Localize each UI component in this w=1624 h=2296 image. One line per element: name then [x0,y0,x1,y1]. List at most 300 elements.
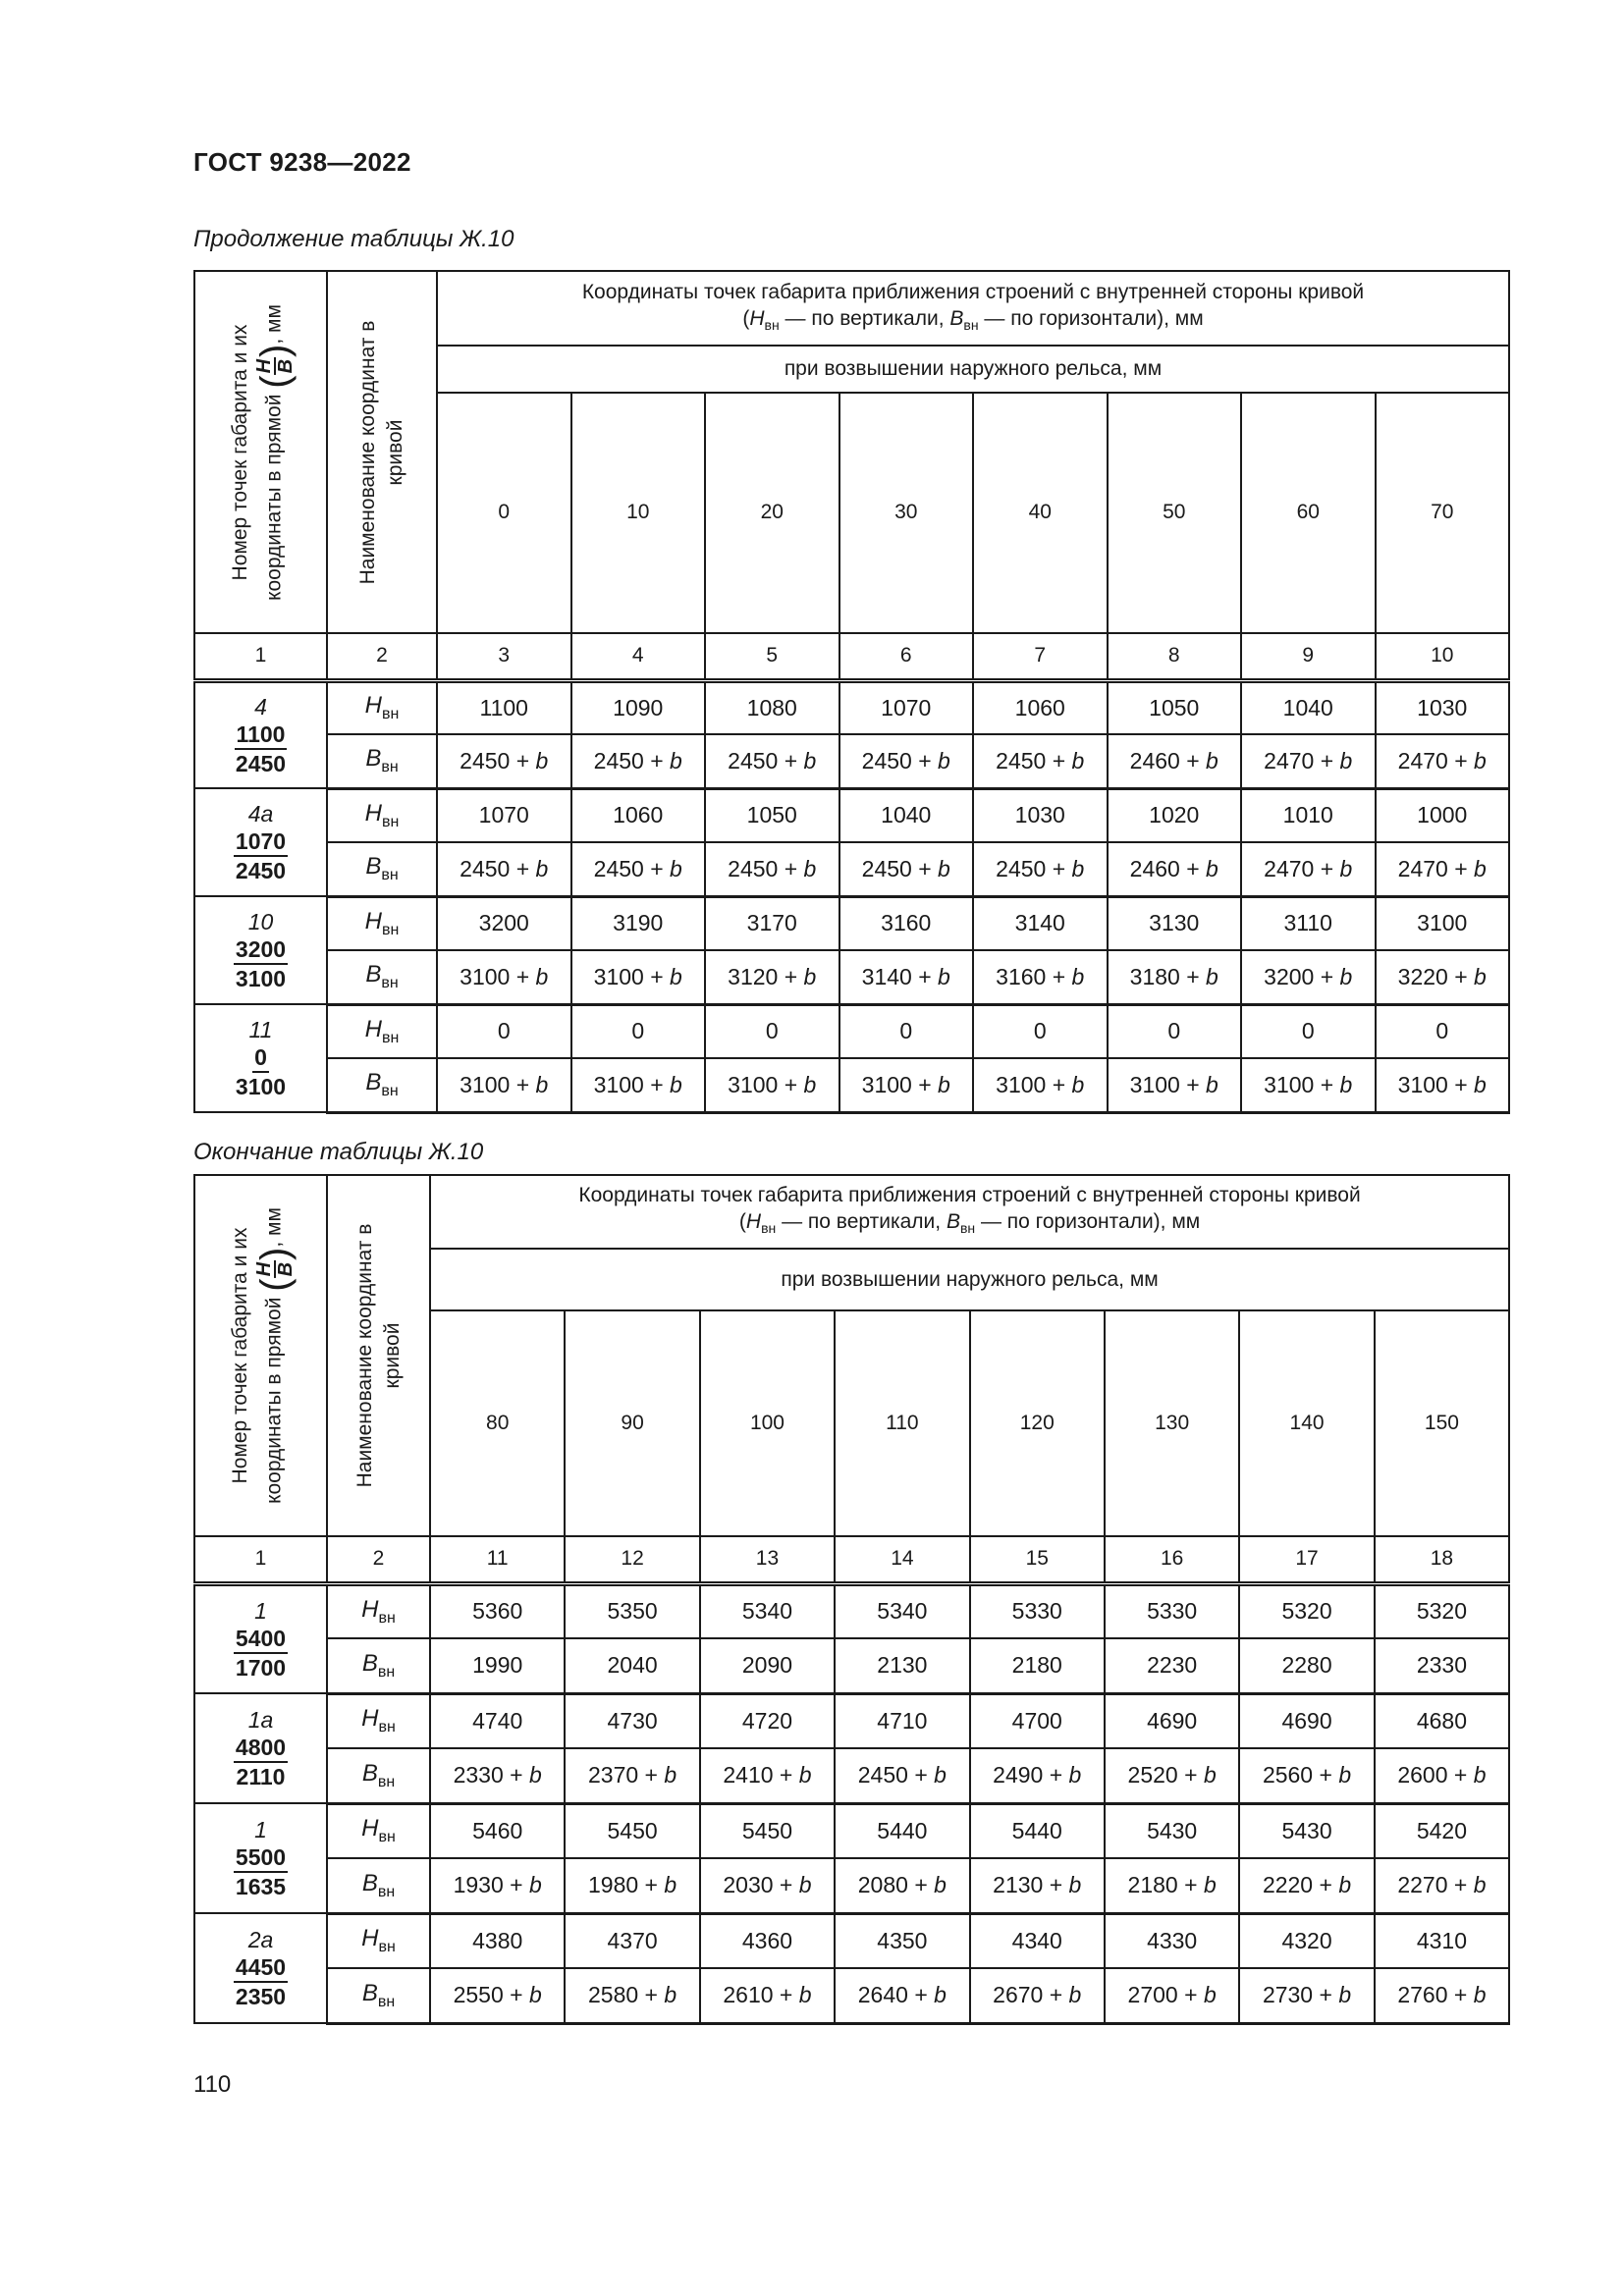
coord-name-header-cell [327,271,437,633]
h-value-cell: 5450 [565,1803,699,1858]
point-header-unit: , мм [262,1207,286,1248]
h-value-cell: 1050 [705,788,839,842]
coordinates-table-continued [193,270,1510,1114]
column-number: 10 [1376,633,1510,680]
b-coord-name [361,1869,396,1900]
b-offset-symbol: b [1338,1762,1352,1789]
point-b-value: 2450 [235,750,287,776]
b-value-cell: 2230 [1105,1638,1239,1693]
coord-name-cell [327,1858,430,1913]
point-h-value: 1070 [234,828,288,857]
column-number: 12 [565,1536,699,1583]
b-value: 2450 + [996,855,1072,881]
coordinates-title-line1: Координаты точек габарита приближения строений с внутренней стороны кривой [581,280,1365,303]
b-value: 3100 + [593,1071,671,1097]
coord-subscript: вн [382,706,400,723]
b-offset-symbol: b [670,1071,682,1097]
b-value: 2450 + [460,855,536,881]
h-value-cell: 1010 [1241,788,1376,842]
table-row [194,1583,1509,1638]
b-value: 2470 + [1264,747,1340,774]
h-coord-name [361,1705,396,1736]
b-offset-symbol: b [1071,747,1085,774]
b-offset-symbol: b [1339,855,1353,881]
b-coord-name [361,1759,396,1790]
title-paren: ( [742,306,750,330]
b-value: 2730 + [1262,1982,1339,2008]
b-value: 3100 + [1129,1071,1207,1097]
b-value: 2470 + [1397,747,1475,774]
point-header-line2: координаты в прямой [262,394,286,601]
h-value-cell: 5320 [1375,1583,1509,1638]
point-cell [194,1913,327,2023]
elevation-value: 60 [1241,393,1376,633]
coord-letter: B [365,853,382,881]
b-offset-symbol: b [1474,747,1487,774]
b-value-cell [437,1058,571,1112]
b-offset-symbol: b [934,1762,947,1789]
b-value-cell [839,842,974,896]
b-value-cell [839,1058,974,1112]
coord-subscript: вн [381,759,399,776]
point-label: 4 [254,693,267,720]
point-header-line1: Номер точек габарита и их [228,324,251,580]
b-offset-symbol: b [664,1762,677,1789]
b-value-cell [700,1858,835,1913]
point-label: 1а [247,1707,274,1733]
b-value: 2450 + [460,747,536,774]
b-value: 2270 + [1397,1872,1474,1898]
point-h-value: 1100 [235,721,288,750]
h-value-cell: 3110 [1241,896,1376,950]
coord-name-cell [327,1004,437,1058]
h-symbol: H [745,1210,762,1234]
b-symbol: B [946,1210,960,1234]
column-number: 13 [700,1536,835,1583]
coord-name-cell [327,1638,430,1693]
b-value: 2640 + [857,1982,935,2008]
coordinates-title-part1: — по вертикали, [779,306,950,330]
column-number: 16 [1105,1536,1239,1583]
b-value: 2130 + [993,1872,1069,1898]
column-number: 8 [1108,633,1242,680]
point-cell [194,788,327,896]
b-offset-symbol: b [803,747,817,774]
h-value-cell: 1040 [839,788,974,842]
h-value-cell: 4330 [1105,1913,1239,1968]
table-row [194,680,1509,734]
b-value-cell [571,1058,706,1112]
point-label: 10 [247,909,274,934]
h-value-cell: 4340 [970,1913,1105,1968]
b-offset-symbol: b [798,1762,812,1789]
h-value-cell: 4350 [835,1913,969,1968]
b-value-cell [1105,1858,1239,1913]
h-value-cell: 3130 [1108,896,1242,950]
b-subscript: вн [963,316,979,333]
coordinates-title-cell [430,1175,1509,1249]
b-offset-symbol: b [535,1071,549,1097]
point-cell [194,896,327,1004]
b-value-cell [565,1858,699,1913]
coord-name-cell [327,680,437,734]
b-value-cell [430,1968,565,2023]
coord-letter: B [365,745,382,773]
coord-subscript: вн [382,1029,400,1046]
coord-letter: H [361,1925,379,1952]
b-value: 3220 + [1397,963,1475,989]
h-value-cell: 1070 [839,680,974,734]
b-value-cell [437,842,571,896]
coord-subscript: вн [378,1939,396,1956]
b-value-cell [430,1748,565,1803]
b-offset-symbol: b [1206,963,1218,989]
b-value: 2760 + [1397,1982,1474,2008]
h-value-cell: 0 [1376,1004,1510,1058]
h-value-cell: 4740 [430,1693,565,1748]
point-b-value: 1635 [235,1874,287,1899]
column-number: 9 [1241,633,1376,680]
b-value: 2460 + [1129,747,1207,774]
elevation-value: 40 [973,393,1108,633]
h-coord-name [364,692,400,723]
coord-name-cell [327,842,437,896]
b-value: 3100 + [996,1071,1072,1097]
h-subscript: вн [764,316,780,333]
column-number: 17 [1239,1536,1374,1583]
coord-name-cell [327,1583,430,1638]
b-value: 3100 + [1264,1071,1340,1097]
coord-subscript: вн [377,1883,396,1900]
b-offset-symbol: b [938,963,950,989]
coord-name-cell [327,1803,430,1858]
b-offset-symbol: b [664,1982,677,2008]
b-value-cell [835,1858,969,1913]
b-value: 2450 + [996,747,1072,774]
b-value-cell [1376,1058,1510,1112]
coord-subscript: вн [382,921,400,938]
title-paren: ( [738,1210,746,1234]
column-number: 3 [437,633,571,680]
point-b-value: 2110 [236,1764,286,1789]
b-value-cell [970,1968,1105,2023]
b-offset-symbol: b [1338,1982,1352,2008]
b-value: 3180 + [1129,963,1207,989]
b-value-cell [705,842,839,896]
b-value: 2030 + [723,1872,799,1898]
b-value: 2550 + [453,1982,529,2008]
h-value-cell: 0 [973,1004,1108,1058]
b-value: 1930 + [453,1872,529,1898]
b-value-cell: 2130 [835,1638,969,1693]
page-number: 110 [193,2071,232,2098]
h-value-cell: 0 [571,1004,706,1058]
coord-letter: H [364,799,382,827]
table-caption: Продолжение таблицы Ж.10 [193,226,514,252]
column-number: 1 [194,633,327,680]
coord-letter: B [361,1759,378,1787]
h-coord-name [361,1815,396,1846]
b-value: 2450 + [857,1762,935,1789]
elevation-value: 130 [1105,1310,1239,1536]
h-value-cell: 4720 [700,1693,835,1748]
h-value-cell: 5460 [430,1803,565,1858]
point-cell [194,1693,327,1803]
coord-letter: H [361,1595,379,1623]
b-value-cell [1241,842,1376,896]
h-value-cell: 4680 [1375,1693,1509,1748]
b-offset-symbol: b [664,1872,677,1898]
point-cell [194,1004,327,1112]
h-value-cell: 4690 [1105,1693,1239,1748]
table-row [194,788,1509,842]
h-over-b-fraction [254,356,296,374]
h-value-cell: 1020 [1108,788,1242,842]
b-value-cell: 2180 [970,1638,1105,1693]
point-h-value: 4800 [234,1734,288,1763]
b-value: 2410 + [723,1762,799,1789]
h-value-cell: 4310 [1375,1913,1509,1968]
b-value: 2450 + [728,747,804,774]
h-value-cell: 0 [705,1004,839,1058]
h-value-cell: 5420 [1375,1803,1509,1858]
b-offset-symbol: b [1206,747,1218,774]
b-value-cell [1108,950,1242,1004]
b-offset-symbol: b [798,1872,812,1898]
h-value-cell: 1070 [437,788,571,842]
h-value-cell: 1030 [1376,680,1510,734]
b-value: 3120 + [728,963,804,989]
coordinates-table-end [193,1174,1510,2025]
point-cell [194,680,327,788]
b-value: 3100 + [460,963,536,989]
b-offset-symbol: b [1071,1071,1085,1097]
coord-name-cell [327,788,437,842]
b-offset-symbol: b [934,1982,947,2008]
b-value-cell [705,950,839,1004]
elevation-value: 20 [705,393,839,633]
point-label: 1 [254,1817,267,1842]
b-value: 2560 + [1262,1762,1339,1789]
b-offset-symbol: b [1339,963,1353,989]
h-value-cell: 5340 [835,1583,969,1638]
b-value-cell: 1990 [430,1638,565,1693]
coord-name-cell [327,1748,430,1803]
coord-subscript: вн [378,1609,396,1627]
coord-name-cell [327,896,437,950]
b-value: 2080 + [857,1872,935,1898]
b-value-cell [839,950,974,1004]
b-offset-symbol: b [1206,1071,1218,1097]
b-subscript: вн [959,1220,976,1237]
h-value-cell: 4710 [835,1693,969,1748]
b-value-cell [1241,1058,1376,1112]
b-value: 3100 + [460,1071,536,1097]
b-offset-symbol: b [535,963,549,989]
point-label: 4а [247,801,274,827]
coord-name-cell [327,1913,430,1968]
coord-subscript: вн [382,813,400,830]
h-value-cell: 4690 [1239,1693,1374,1748]
b-value-cell [973,734,1108,788]
coord-subscript: вн [377,1993,396,2010]
b-value-cell [571,734,706,788]
coordinates-title-line1: Координаты точек габарита приближения строений с внутренней стороны кривой [578,1184,1361,1207]
point-b-value: 3100 [235,1074,287,1099]
point-header-unit: , мм [262,303,286,345]
b-value-cell: 2280 [1239,1638,1374,1693]
b-value-cell [835,1748,969,1803]
table-row [194,734,1509,788]
coord-letter: H [361,1815,379,1842]
b-value-cell [1375,1968,1509,2023]
elevation-value: 80 [430,1310,565,1536]
h-value-cell: 3190 [571,896,706,950]
table-row [194,1638,1509,1693]
b-value: 3140 + [861,963,939,989]
h-value-cell: 3140 [973,896,1108,950]
b-value-cell [437,734,571,788]
paren-open-icon: ( [252,374,297,389]
b-offset-symbol: b [803,963,817,989]
b-coord-name [365,745,399,776]
b-value-cell [565,1968,699,2023]
h-value-cell: 5430 [1239,1803,1374,1858]
h-value-cell: 1100 [437,680,571,734]
b-offset-symbol: b [938,855,950,881]
b-value: 2460 + [1129,855,1207,881]
coord-name-header-cell [327,1175,430,1536]
elevation-value: 0 [437,393,571,633]
b-coord-name [361,1979,396,2010]
elevation-value: 70 [1376,393,1510,633]
b-value: 2180 + [1127,1872,1204,1898]
coord-letter: H [364,907,382,934]
coord-subscript: вн [378,1719,396,1736]
b-offset-symbol: b [528,1762,542,1789]
table-row [194,842,1509,896]
b-value: 2330 + [453,1762,529,1789]
elevation-subtitle-cell: при возвышении наружного рельса, мм [430,1249,1509,1309]
b-offset-symbol: b [1203,1872,1217,1898]
b-value: 2600 + [1397,1762,1474,1789]
h-value-cell: 1000 [1376,788,1510,842]
b-offset-symbol: b [1339,747,1353,774]
point-b-value: 2450 [235,858,287,883]
table-row [194,1913,1509,1968]
b-value-cell [973,950,1108,1004]
b-value: 2580 + [587,1982,665,2008]
b-value-cell [1376,950,1510,1004]
b-value-cell [1108,734,1242,788]
b-coord-name [361,1649,396,1681]
b-value: 3100 + [593,963,671,989]
column-number: 5 [705,633,839,680]
b-value-cell [835,1968,969,2023]
table-row [194,1748,1509,1803]
coordinates-title-part2: — по горизонтали), мм [978,306,1204,330]
h-value-cell: 3160 [839,896,974,950]
column-number: 2 [327,1536,430,1583]
h-value-cell: 0 [437,1004,571,1058]
h-value-cell: 1040 [1241,680,1376,734]
b-value: 2490 + [993,1762,1069,1789]
coord-letter: H [364,692,382,720]
coordinates-title-cell [437,271,1509,346]
h-value-cell: 0 [839,1004,974,1058]
b-value-cell [700,1968,835,2023]
b-value-cell [1105,1968,1239,2023]
h-value-cell: 1050 [1108,680,1242,734]
coord-name-cell [327,1693,430,1748]
paren-close-icon: ) [252,1247,297,1260]
fraction-denominator: B [274,1261,297,1277]
b-offset-symbol: b [1473,1872,1487,1898]
b-value-cell [1105,1748,1239,1803]
b-value-cell [973,1058,1108,1112]
b-value-cell [571,950,706,1004]
b-value: 2610 + [723,1982,799,2008]
b-value-cell [1239,1858,1374,1913]
column-number: 1 [194,1536,327,1583]
h-over-b-fraction [254,1260,296,1278]
h-value-cell: 5450 [700,1803,835,1858]
b-value: 2370 + [587,1762,665,1789]
b-offset-symbol: b [938,747,950,774]
h-value-cell: 4380 [430,1913,565,1968]
b-offset-symbol: b [798,1982,812,2008]
b-symbol: B [949,306,964,330]
h-value-cell: 4700 [970,1693,1105,1748]
column-number: 18 [1375,1536,1509,1583]
b-value: 3100 + [728,1071,804,1097]
b-coord-name [365,1069,399,1100]
column-number: 6 [839,633,974,680]
h-value-cell: 1060 [973,680,1108,734]
point-b-value: 2350 [235,1984,287,2009]
column-number: 11 [430,1536,565,1583]
coord-name-header-line2: кривой [380,1322,404,1389]
paren-close-icon: ) [252,344,297,357]
coord-subscript: вн [381,867,399,884]
b-value-cell [970,1748,1105,1803]
b-value-cell [839,734,974,788]
h-value-cell: 1060 [571,788,706,842]
table-row [194,950,1509,1004]
coord-letter: H [361,1705,379,1733]
h-coord-name [361,1925,396,1956]
document-header: ГОСТ 9238—2022 [193,147,411,177]
b-value: 2450 + [861,747,939,774]
coord-name-header-line2: кривой [384,419,406,485]
h-value-cell: 3100 [1376,896,1510,950]
coord-subscript: вн [377,1663,396,1681]
h-value-cell: 4360 [700,1913,835,1968]
h-value-cell: 0 [1108,1004,1242,1058]
b-offset-symbol: b [1339,1071,1353,1097]
b-offset-symbol: b [1206,855,1218,881]
coordinates-title-part1: — по вертикали, [776,1210,947,1234]
b-value: 3200 + [1264,963,1340,989]
table-row [194,1058,1509,1112]
point-h-value: 5500 [234,1843,288,1873]
b-value: 2450 + [728,855,804,881]
b-value: 2520 + [1127,1762,1204,1789]
b-value: 1980 + [587,1872,665,1898]
point-header-line2: координаты в прямой [262,1297,286,1504]
b-value-cell [1375,1748,1509,1803]
table-row [194,1693,1509,1748]
